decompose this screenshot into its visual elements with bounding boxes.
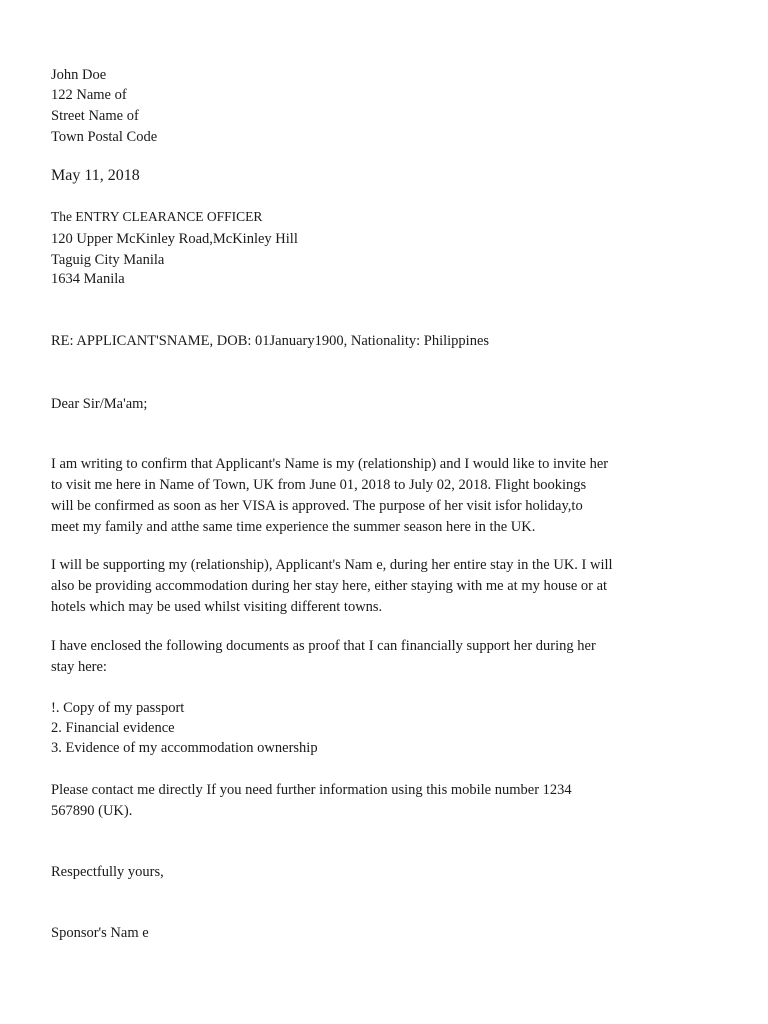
sender-address-line2: Street Name of <box>51 108 139 124</box>
sender-address-line1: 122 Name of <box>51 87 127 103</box>
list-item: 2. Financial evidence <box>51 720 175 736</box>
paragraph-line: I will be supporting my (relationship), Applicant's Nam e, during her entire stay in the UK. I will <box>51 557 613 573</box>
sender-address-line3: Town Postal Code <box>51 129 158 145</box>
paragraph-line: meet my family and atthe same time experience the summer season here in the UK. <box>51 519 536 535</box>
paragraph-support <box>51 555 719 618</box>
recipient-line1: 120 Upper McKinley Road,McKinley Hill <box>51 231 298 247</box>
paragraph-line: stay here: <box>51 659 107 675</box>
recipient-title: The ENTRY CLEARANCE OFFICER <box>51 209 263 224</box>
salutation: Dear Sir/Ma'am; <box>51 396 148 412</box>
paragraph-line: to visit me here in Name of Town, UK from June 01, 2018 to July 02, 2018. Flight bookings <box>51 477 587 493</box>
recipient-line2: Taguig City Manila <box>51 252 165 268</box>
paragraph-line: Please contact me directly If you need further information using this mobile number 1234 <box>51 782 572 798</box>
documents-list <box>51 698 719 758</box>
list-item: 3. Evidence of my accommodation ownership <box>51 740 318 756</box>
signature-name: Sponsor's Nam e <box>51 925 149 941</box>
paragraph-contact <box>51 780 719 822</box>
list-item: !. Copy of my passport <box>51 700 185 716</box>
recipient-line3: 1634 Manila <box>51 271 125 287</box>
letter-date: May 11, 2018 <box>51 167 140 184</box>
closing: Respectfully yours, <box>51 864 164 880</box>
paragraph-line: 567890 (UK). <box>51 803 133 819</box>
re-line: RE: APPLICANT'SNAME, DOB: 01January1900, Nationality: Philippines <box>51 333 490 349</box>
paragraph-line: will be confirmed as soon as her VISA is approved. The purpose of her visit isfor holiday,to <box>51 498 583 514</box>
paragraph-line: I have enclosed the following documents as proof that I can financially support her during her <box>51 638 596 654</box>
paragraph-invitation <box>51 454 719 538</box>
sender-name: John Doe <box>51 67 107 83</box>
paragraph-enclosed <box>51 636 719 678</box>
paragraph-line: I am writing to confirm that Applicant's Name is my (relationship) and I would like to invite her <box>51 456 609 472</box>
paragraph-line: also be providing accommodation during her stay here, either staying with me at my house or at <box>51 578 608 594</box>
paragraph-line: hotels which may be used whilst visiting different towns. <box>51 599 383 615</box>
